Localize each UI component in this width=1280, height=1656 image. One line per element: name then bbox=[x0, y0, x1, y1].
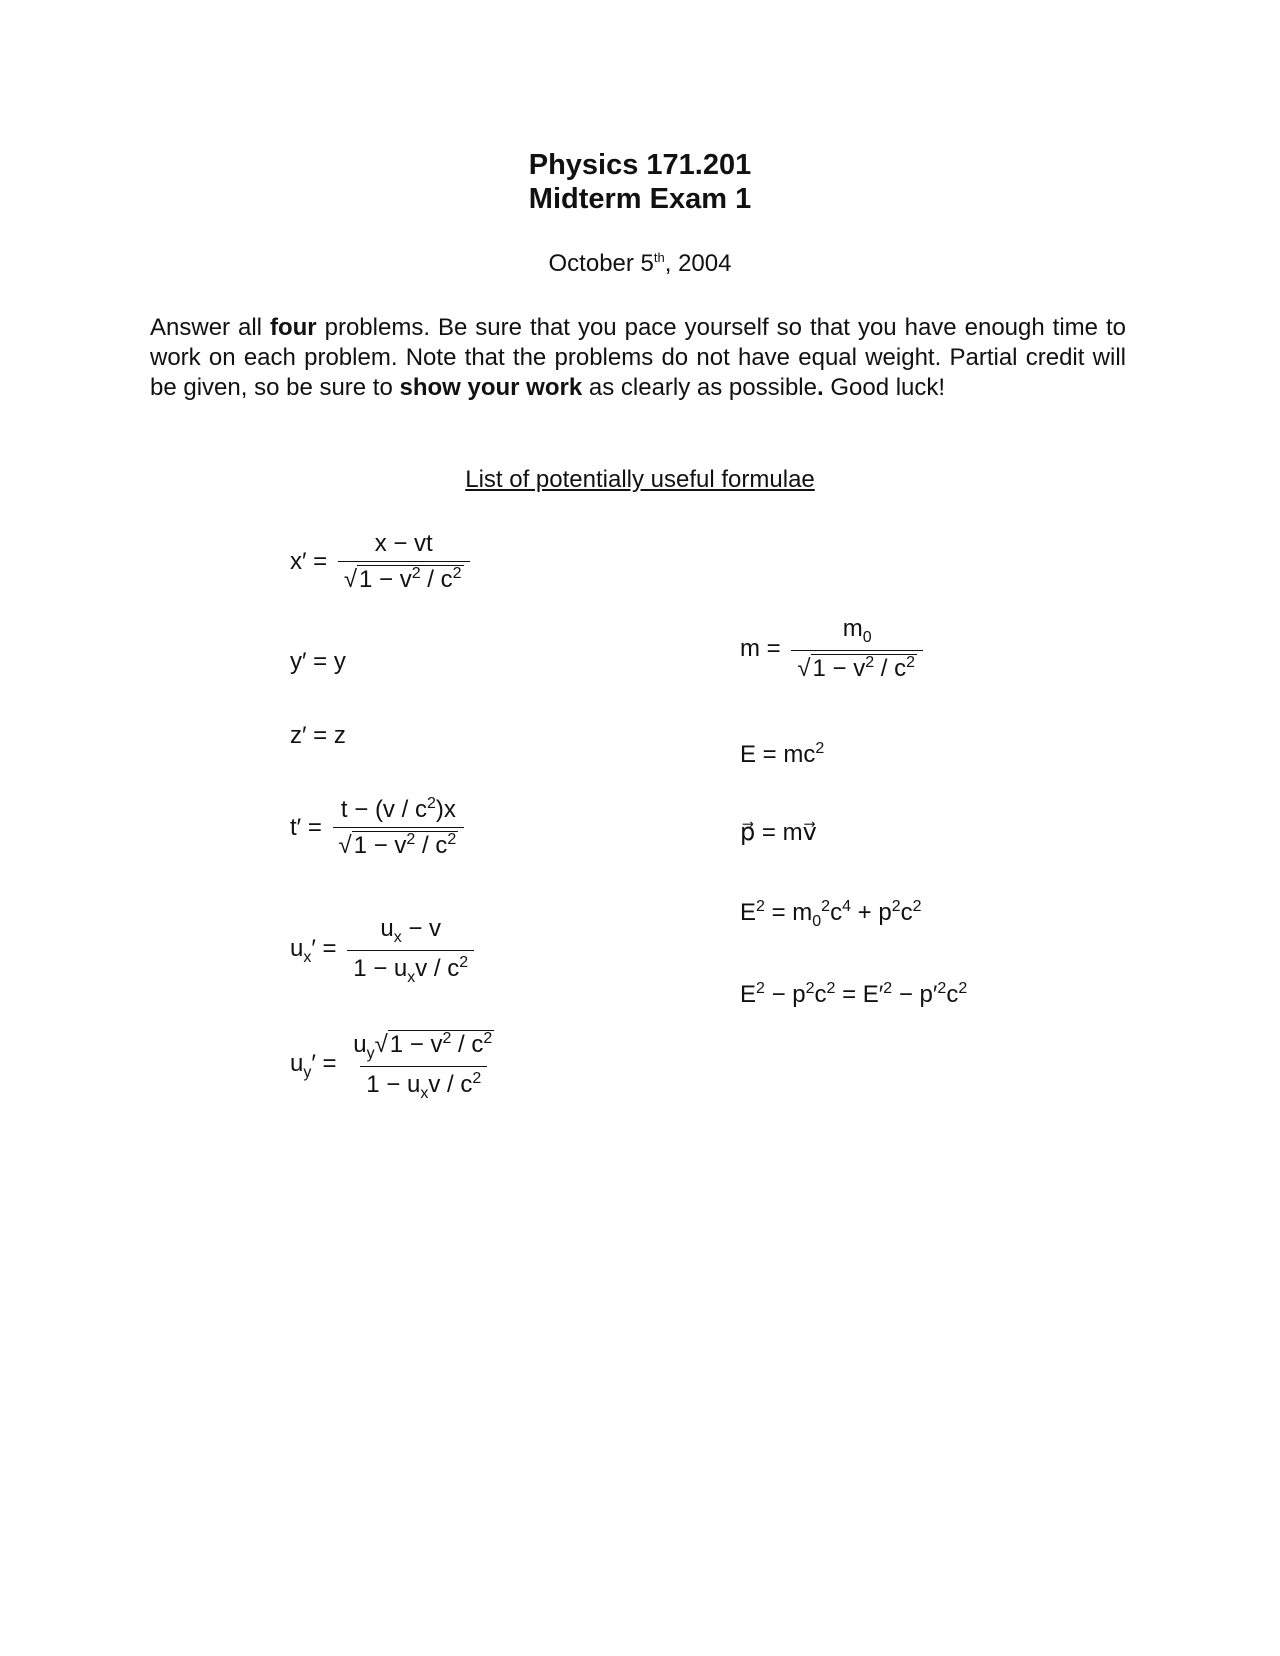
instructions-text-3: as clearly as possible bbox=[582, 374, 817, 401]
instructions-text-1: Answer all bbox=[150, 314, 270, 341]
formulae-heading: List of potentially useful formulae bbox=[465, 466, 815, 493]
formula-invariant: $E^2 - p^2c^2 = E'^2 - p'^2c^2$ bbox=[740, 980, 968, 1008]
formula-y-prime: y′ = y bbox=[290, 648, 346, 675]
date-ordinal: th bbox=[653, 250, 665, 265]
formula-z-prime: z′ = z bbox=[290, 722, 346, 749]
date-prefix: October 5 bbox=[548, 250, 654, 277]
formula-t-prime: t′ = $\frac{t - (v / c^2)x}{√1 - v^2 / c^2}$ bbox=[290, 795, 468, 860]
instructions bbox=[150, 313, 1126, 403]
formula-relativistic-mass: m = $\frac{m_0}{√1 - v^2 / c^2}$ bbox=[740, 615, 927, 683]
formula-energy: $E = mc^2$ bbox=[740, 740, 825, 768]
instructions-text-4: Good luck! bbox=[823, 374, 946, 401]
instructions-text-2: problems. Be sure that you pace yourself so that you have enough time to work on each problem. Note that the problems do not have equal weight. Partial credit will be given, so be sure to bbox=[150, 314, 1126, 401]
instructions-bold-four: four bbox=[269, 314, 317, 341]
formula-ux-prime: $u_x'$ = $\frac{u_x - v}{1 - u_xv / c^2}$ bbox=[290, 915, 478, 987]
instructions-bold-show-work: show your work bbox=[399, 374, 583, 401]
date-suffix: , 2004 bbox=[664, 250, 732, 277]
course-title: Physics 171.201 bbox=[528, 149, 752, 181]
formula-x-prime: x′ = $\frac{x - vt}{√1 - v^2 / c^2}$ bbox=[290, 530, 474, 594]
exam-date bbox=[0, 250, 1280, 278]
instructions-bold-period: . bbox=[816, 374, 824, 401]
formula-uy-prime: $u_y'$ = $\frac{u_y√1 - v^2 / c^2}{1 - u_xv / c^2}$ bbox=[290, 1030, 493, 1102]
exam-title: Midterm Exam 1 bbox=[528, 183, 752, 215]
formula-energy-momentum: $E^2 = m_0^2c^4 + p^2c^2$ bbox=[740, 898, 922, 930]
formula-momentum: p⃗ = mv⃗ bbox=[740, 819, 817, 846]
